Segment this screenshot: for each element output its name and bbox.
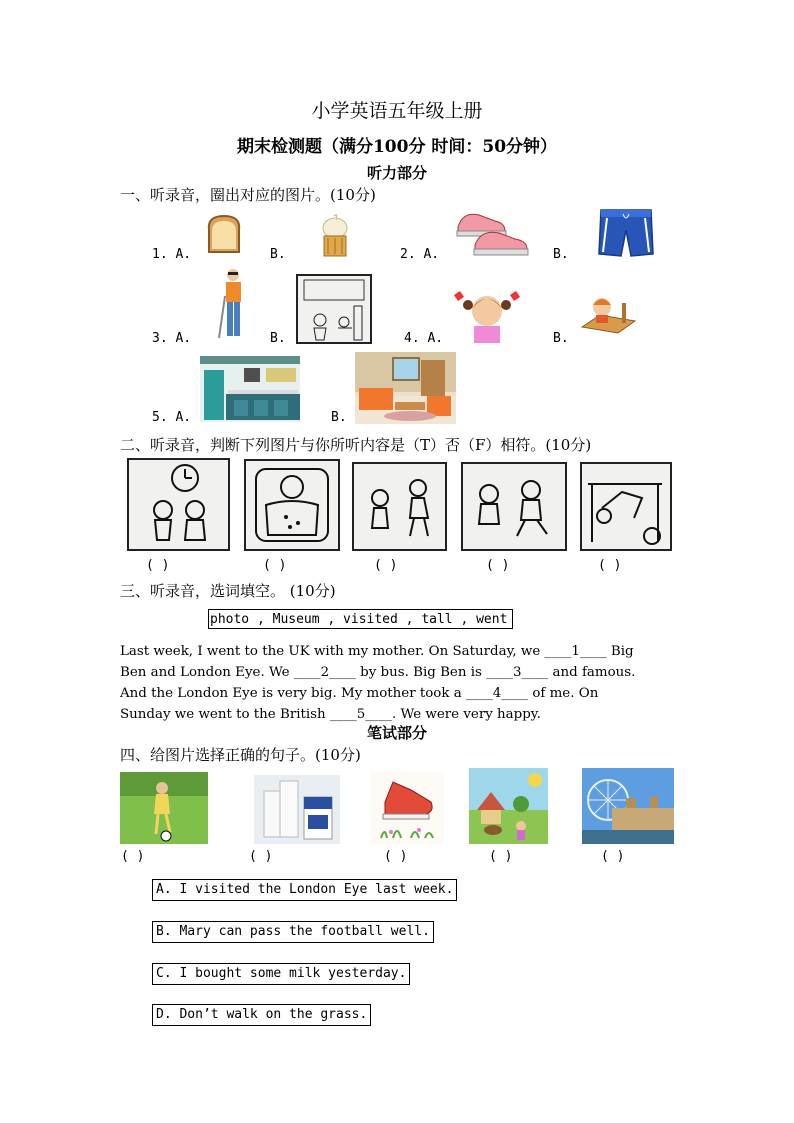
- passage-text: Sunday we went to the British: [120, 707, 330, 722]
- girl-football-photo: [120, 772, 208, 844]
- word-bank: photo , Museum , visited , tall , went: [208, 609, 513, 629]
- section3-heading: 三、听录音，选词填空。 (10分): [120, 582, 336, 600]
- passage-text: Ben and London Eye. We: [120, 665, 294, 680]
- blank-4[interactable]: ____4____: [465, 686, 529, 701]
- q1-a-label: 1. A.: [152, 247, 192, 262]
- option-d: D. Don’t walk on the grass.: [152, 1004, 371, 1026]
- london-eye-photo: [582, 768, 674, 844]
- q3-b-label: B.: [270, 331, 286, 346]
- ice-cream-icon: [320, 210, 350, 260]
- blank-3[interactable]: ____3____: [486, 665, 549, 680]
- s4-answer-4[interactable]: ( ): [489, 849, 513, 864]
- q2-a-label: 2. A.: [400, 247, 440, 262]
- milk-photo: [254, 775, 340, 844]
- two-boys-sketch: [352, 462, 447, 551]
- passage-text: of me. On: [528, 686, 599, 701]
- passage-text: And the London Eye is very big. My mother took a: [120, 686, 466, 701]
- farm-scene-icon: [469, 768, 548, 844]
- q5-b-label: B.: [331, 410, 347, 425]
- passage-line-1: [120, 641, 674, 662]
- option-c: C. I bought some milk yesterday.: [152, 963, 410, 985]
- passage-line-3: [120, 683, 674, 704]
- listening-heading: 听力部分: [366, 164, 427, 182]
- s4-answer-1[interactable]: ( ): [121, 849, 145, 864]
- passage-text: Last week, I went to the UK with my mother. On Saturday, we: [120, 644, 545, 659]
- sneakers-icon: [455, 205, 530, 260]
- passage-text: by bus. Big Ben is: [355, 665, 487, 680]
- s4-answer-3[interactable]: ( ): [384, 849, 408, 864]
- s2-answer-3[interactable]: ( ): [374, 558, 398, 573]
- passage-line-2: [120, 662, 674, 683]
- option-b: B. Mary can pass the football well.: [152, 921, 434, 943]
- angry-girl-icon: [452, 287, 522, 345]
- clock-kids-sketch: [127, 458, 230, 551]
- running-kids-sketch: [461, 462, 567, 551]
- living-room-icon: [355, 352, 456, 424]
- document-subtitle: 期末检测题（满分100分 时间：50分钟）: [236, 137, 558, 157]
- document-title: 小学英语五年级上册: [311, 100, 483, 122]
- s4-answer-5[interactable]: ( ): [601, 849, 625, 864]
- passage-text: and famous.: [548, 665, 636, 680]
- section2-heading: 二、听录音，判断下列图片与你所听内容是（T）否（F）相符。(10分): [120, 436, 592, 454]
- shorts-icon: [597, 206, 655, 258]
- q4-b-label: B.: [553, 331, 569, 346]
- q2-b-label: B.: [553, 247, 569, 262]
- blank-5[interactable]: ____5____: [329, 707, 393, 722]
- passage-text: . We were very happy.: [392, 707, 541, 722]
- section4-heading: 四、给图片选择正确的句子。(10分): [120, 746, 361, 764]
- bread-icon: [203, 212, 245, 256]
- q1-b-label: B.: [270, 247, 286, 262]
- tired-boy-icon: [580, 289, 637, 335]
- man-with-cane-icon: [215, 266, 247, 342]
- kitchen-icon: [200, 356, 300, 422]
- s2-answer-1[interactable]: ( ): [146, 558, 170, 573]
- writing-heading: 笔试部分: [366, 724, 427, 742]
- s2-answer-4[interactable]: ( ): [486, 558, 510, 573]
- s2-answer-2[interactable]: ( ): [263, 558, 287, 573]
- sleeping-child-sketch: [244, 459, 340, 551]
- shoe-on-grass-icon: [371, 772, 444, 844]
- blank-2[interactable]: ____2____: [293, 665, 356, 680]
- section1-heading: 一、听录音，圈出对应的图片。(10分): [120, 186, 376, 204]
- blank-1[interactable]: ____1____: [544, 644, 607, 659]
- s4-answer-2[interactable]: ( ): [249, 849, 273, 864]
- s2-answer-5[interactable]: ( ): [598, 558, 622, 573]
- passage-text: Big: [606, 644, 634, 659]
- q3-a-label: 3. A.: [152, 331, 192, 346]
- option-a: A. I visited the London Eye last week.: [152, 879, 457, 901]
- q4-a-label: 4. A.: [404, 331, 444, 346]
- high-jump-sketch: [580, 462, 672, 551]
- sketch-icon: [296, 274, 372, 344]
- q5-a-label: 5. A.: [152, 410, 192, 425]
